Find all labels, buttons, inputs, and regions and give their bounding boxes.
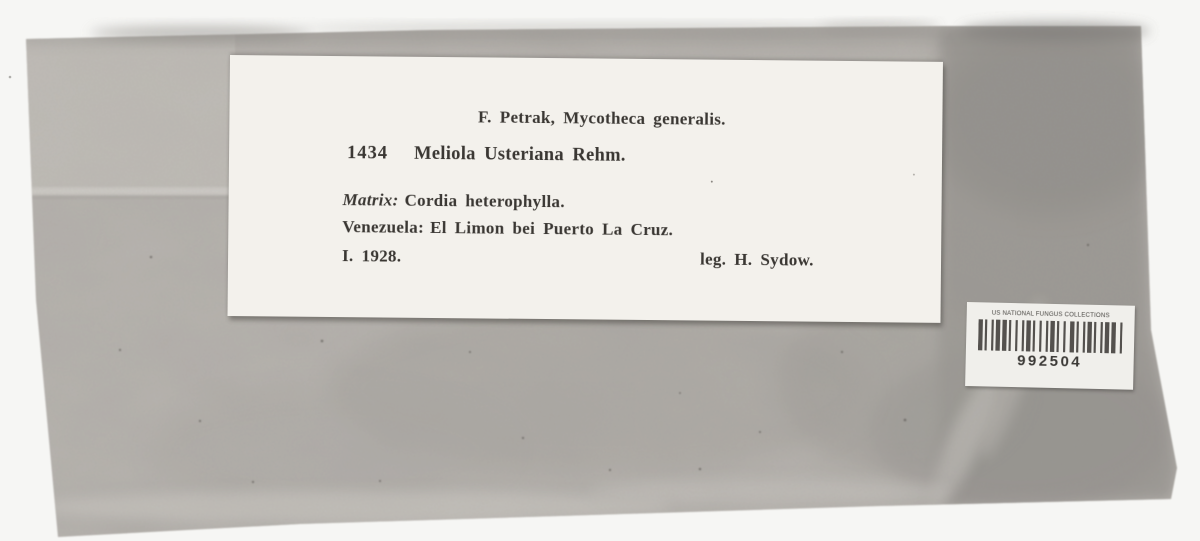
locality-label: Venezuela: (342, 217, 425, 237)
matrix-line (343, 190, 565, 212)
collection-date: I. 1928. (341, 246, 402, 266)
matrix-label: Matrix: (342, 190, 399, 210)
ink-speck (711, 181, 713, 183)
barcode-number: 992504 (1016, 352, 1083, 371)
specimen-number: 1434 (346, 143, 389, 164)
series-title: F. Petrak, Mycotheca generalis. (477, 107, 726, 129)
species-name: Meliola Usteriana Rehm. (413, 143, 626, 166)
matrix-value: Cordia heterophylla. (404, 190, 565, 212)
ink-speck (913, 174, 915, 176)
collector-name: leg. H. Sydow. (699, 249, 814, 270)
dust-speck (9, 76, 12, 79)
species-line (347, 143, 626, 167)
locality-value: El Limon bei Puerto La Cruz. (429, 217, 674, 240)
locality-line (342, 217, 673, 240)
barcode-icon (978, 318, 1123, 354)
institution-name: US NATIONAL FUNGUS COLLECTIONS (991, 309, 1110, 320)
exsiccata-label (227, 55, 942, 323)
barcode-label (965, 302, 1135, 390)
